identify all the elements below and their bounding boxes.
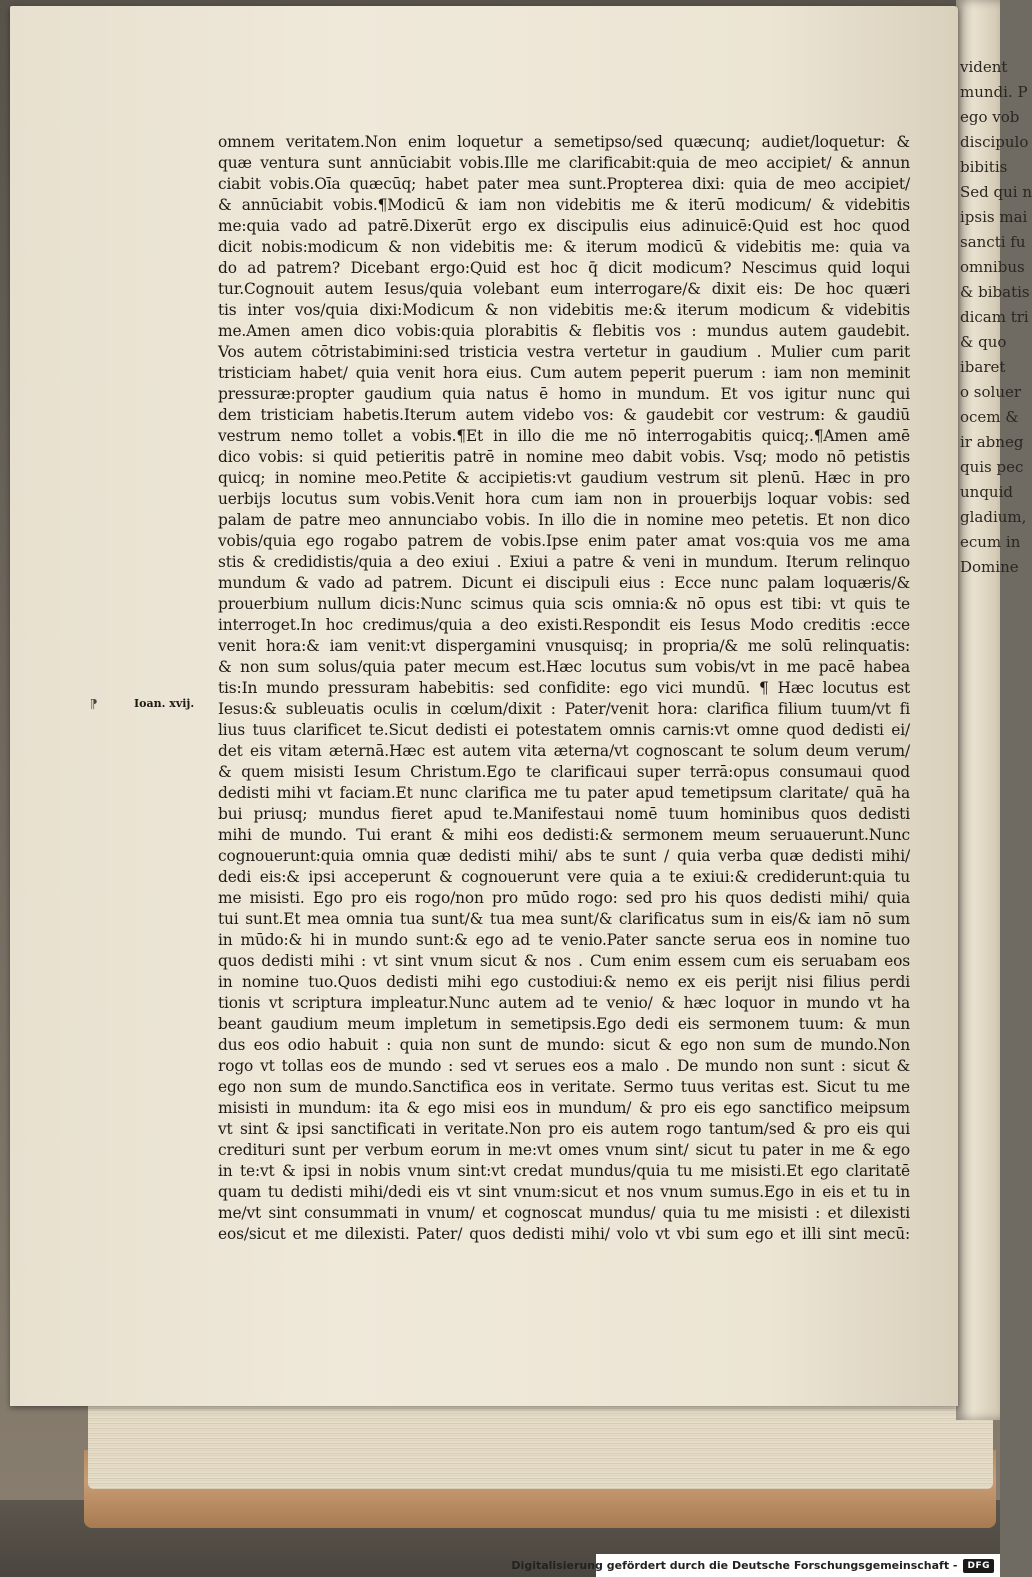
text-line: Vos autem cōtristabimini:sed tristicia vestra vertetur in gaudium . Mulier cum parit <box>218 343 910 361</box>
text-line: dico vobis: si quid petieritis patrē in nomine meo dabit vobis. Vsq; modo nō petistis <box>218 448 910 466</box>
text-line: prouerbium nullum dicis:Nunc scimus quia scis omnia:& nō opus est tibi: vt quis te <box>218 595 910 613</box>
margin-reference: Ioan. xvij. <box>134 697 195 710</box>
facing-page-fragment: ipsis mai <box>960 208 1028 226</box>
text-line: ciabit vobis.Oīa quæcūq; habet pater mea sunt.Propterea dixi: quia de meo accipiet/ <box>218 175 910 193</box>
text-line: cognouerunt:quia omnia quæ dedisti mihi/ abs te sunt / quia verba quæ dedisti mihi/ <box>218 847 910 865</box>
facing-page-fragment: bibitis <box>960 158 1008 176</box>
text-line: det eis vitam æternā.Hæc est autem vita æterna/vt cognoscant te solum deum verum/ <box>218 742 910 760</box>
text-line: me misisti. Ego pro eis rogo/non pro mūdo rogo: sed pro his quos dedisti mihi/ quia <box>218 889 910 907</box>
text-line: dedi eis:& ipsi acceperunt & cognouerunt vere quia a te exiui:& crediderunt:quia tu <box>218 868 910 886</box>
text-line: quam tu dedisti mihi/dedi eis vt sint vnum:sicut et nos vnum sumus.Ego in eis et tu in <box>218 1183 910 1201</box>
text-line: dem tristiciam habetis.Iterum autem videbo vos: & gaudebit cor vestrum: & gaudiū <box>218 406 910 424</box>
text-line: tionis vt scriptura impleatur.Nunc autem ad te venio/ & hæc loquor in mundo vt ha <box>218 994 910 1012</box>
text-line: ego non sum de mundo.Sanctifica eos in veritate. Sermo tuus veritas est. Sicut tu me <box>218 1078 910 1096</box>
text-line: tui sunt.Et mea omnia tua sunt/& tua mea sunt/& clarificatus sum in eis/& iam nō sum <box>218 910 910 928</box>
text-line: tis:In mundo pressuram habebitis: sed confidite: ego vici mundū. ¶ Hæc locutus est <box>218 679 910 697</box>
text-line: stis & credidistis/quia a deo exiui . Exiui a patre & veni in mundum. Iterum relinquo <box>218 553 910 571</box>
facing-page-fragment: & bibatis <box>960 283 1030 301</box>
footer-credit: Digitalisierung gefördert durch die Deutsche Forschungsgemeinschaft - <box>511 1559 958 1572</box>
facing-page-fragment: ocem & <box>960 408 1019 426</box>
facing-page-fragment: sancti fu <box>960 233 1026 251</box>
text-line: & quem misisti Iesum Christum.Ego te clarificaui super terrā:opus consumaui quod <box>218 763 910 781</box>
text-line: lius tuus clarificet te.Sicut dedisti ei potestatem omnis carnis:vt omne quod dedisti ei/ <box>218 721 910 739</box>
text-line: palam de patre meo annunciabo vobis. In illo die in nomine meo petetis. Et non dico <box>218 511 910 529</box>
text-line: venit hora:& iam venit:vt dispergamini vnusquisq; in propria/& me solū relinquatis: <box>218 637 910 655</box>
facing-page-fragment: o soluer <box>960 383 1022 401</box>
text-line: interroget.In hoc credimus/quia a deo existi.Respondit eis Iesus Modo creditis :ecce <box>218 616 910 634</box>
text-line: & non sum solus/quia pater mecum est.Hæc locutus sum vobis/vt in me pacē habea <box>218 658 910 676</box>
text-block <box>218 132 910 1245</box>
text-line: do ad patrem? Dicebant ergo:Quid est hoc q̄ dicit modicum? Nescimus quid loqui <box>218 259 910 277</box>
facing-page <box>956 0 1032 1420</box>
facing-page-fragment: Domine <box>960 558 1019 576</box>
facing-page-fragment: vident <box>960 58 1008 76</box>
facing-page-fragment: ego vob <box>960 108 1020 126</box>
text-line: rogo vt tollas eos de mundo : sed vt serues eos a malo . De mundo non sunt : sicut & <box>218 1057 910 1075</box>
text-line: tristiciam habet/ quia venit hora eius. Cum autem peperit puerum : iam non meminit <box>218 364 910 382</box>
facing-page-fragment: ir abneg <box>960 433 1024 451</box>
text-line: Iesus:& subleuatis oculis in cœlum/dixit : Pater/venit hora: clarifica filium tuum/vt fi <box>218 700 910 718</box>
margin-pilcrow-mark: ⁋ <box>90 697 98 711</box>
text-line: vt sint & ipsi sanctificati in veritate.Non pro eis autem rogo tantum/sed & pro eis qui <box>218 1120 910 1138</box>
text-line: in mūdo:& hi in mundo sunt:& ego ad te venio.Pater sancte serua eos in nomine tuo <box>218 931 910 949</box>
text-line: in nomine tuo.Quos dedisti mihi ego custodiui:& nemo ex eis perijt nisi filius perdi <box>218 973 910 991</box>
text-line: quicq; in nomine meo.Petite & accipietis:vt gaudium vestrum sit plenū. Hæc in pro <box>218 469 910 487</box>
text-line: bui priusq; mundus fieret apud te.Manifestaui nomē tuum hominibus quos dedisti <box>218 805 910 823</box>
text-line: vobis/quia ego rogabo patrem de vobis.Ipse enim pater amat vos:quia vos me ama <box>218 532 910 550</box>
facing-page-fragment: ecum in <box>960 533 1021 551</box>
text-line: in te:vt & ipsi in nobis vnum sint:vt credat mundus/quia tu me misisti.Et ego claritatē <box>218 1162 910 1180</box>
dfg-logo: DFG <box>963 1559 994 1573</box>
facing-page-fragment: gladium, <box>960 508 1027 526</box>
text-line: mihi de mundo. Tui erant & mihi eos dedisti:& sermonem meum seruauerunt.Nunc <box>218 826 910 844</box>
facing-page-fragment: quis pec <box>960 458 1024 476</box>
facing-page-fragment: discipulo <box>960 133 1029 151</box>
text-line: tur.Cognouit autem Iesus/quia volebant eum interrogare/& dixit eis: De hoc quæri <box>218 280 910 298</box>
text-line: uerbijs locutus sum vobis.Venit hora cum iam non in prouerbijs loquar vobis: sed <box>218 490 910 508</box>
footer-bar <box>511 1554 1000 1577</box>
facing-page-fragment: omnibus <box>960 258 1025 276</box>
text-line: tis inter vos/quia dixi:Modicum & non videbitis me:& iterum modicum & videbitis <box>218 301 910 319</box>
facing-page-fragment: unquid <box>960 483 1013 501</box>
text-line: me/vt sint consummati in vnum/ et cognoscat mundus/ quia tu me misisti : et dilexisti <box>218 1204 910 1222</box>
text-line: quæ ventura sunt annūciabit vobis.Ille me clarificabit:quia de meo accipiet/ & annun <box>218 154 910 172</box>
text-line: omnem veritatem.Non enim loquetur a semetipso/sed quæcunq; audiet/loquetur: & <box>218 133 910 151</box>
text-line: dus eos odio habuit : quia non sunt de mundo: sicut & ego non sum de mundo.Non <box>218 1036 910 1054</box>
text-line: & annūciabit vobis.¶Modicū & iam non videbitis me & iterū modicum/ & videbitis <box>218 196 910 214</box>
text-line: me:quia vado ad patrē.Dixerūt ergo ex discipulis eius adinuicē:Quid est hoc quod <box>218 217 910 235</box>
facing-page-fragment: & quo <box>960 333 1007 351</box>
text-line: credituri sunt per verbum eorum in me:vt omes vnum sint/ sicut tu pater in me & ego <box>218 1141 910 1159</box>
text-line: mundum & vado ad patrem. Dicunt ei discipuli eius : Ecce nunc palam loquæris/& <box>218 574 910 592</box>
text-line: dicit nobis:modicum & non videbitis me: & iterum modicū & videbitis me: quia va <box>218 238 910 256</box>
facing-page-fragment: Sed qui n <box>960 183 1032 201</box>
text-line: pressuræ:propter gaudium quia natus ē homo in mundum. Et vos igitur nunc qui <box>218 385 910 403</box>
facing-page-fragment: mundi. P <box>960 83 1028 101</box>
text-line: beant gaudium meum impletum in semetipsis.Ego dedi eis sermonem tuum: & mun <box>218 1015 910 1033</box>
text-line: me.Amen amen dico vobis:quia plorabitis & flebitis vos : mundus autem gaudebit. <box>218 322 910 340</box>
text-line: dedisti mihi vt faciam.Et nunc clarifica me tu pater apud temetipsum claritate/ quā ha <box>218 784 910 802</box>
text-line: eos/sicut et me dilexisti. Pater/ quos dedisti mihi/ volo vt vbi sum ego et illi sint mecū: <box>218 1225 910 1243</box>
text-line: vestrum nemo tollet a vobis.¶Et in illo die me nō interrogabitis quicq;.¶Amen amē <box>218 427 910 445</box>
text-line: quos dedisti mihi : vt sint vnum sicut & nos . Cum enim essem cum eis seruabam eos <box>218 952 910 970</box>
facing-page-fragment: ibaret <box>960 358 1006 376</box>
facing-page-fragment: dicam tri <box>960 308 1029 326</box>
text-line: misisti in mundum: ita & ego misi eos in mundum/ & pro eis ego sanctifico meipsum <box>218 1099 910 1117</box>
